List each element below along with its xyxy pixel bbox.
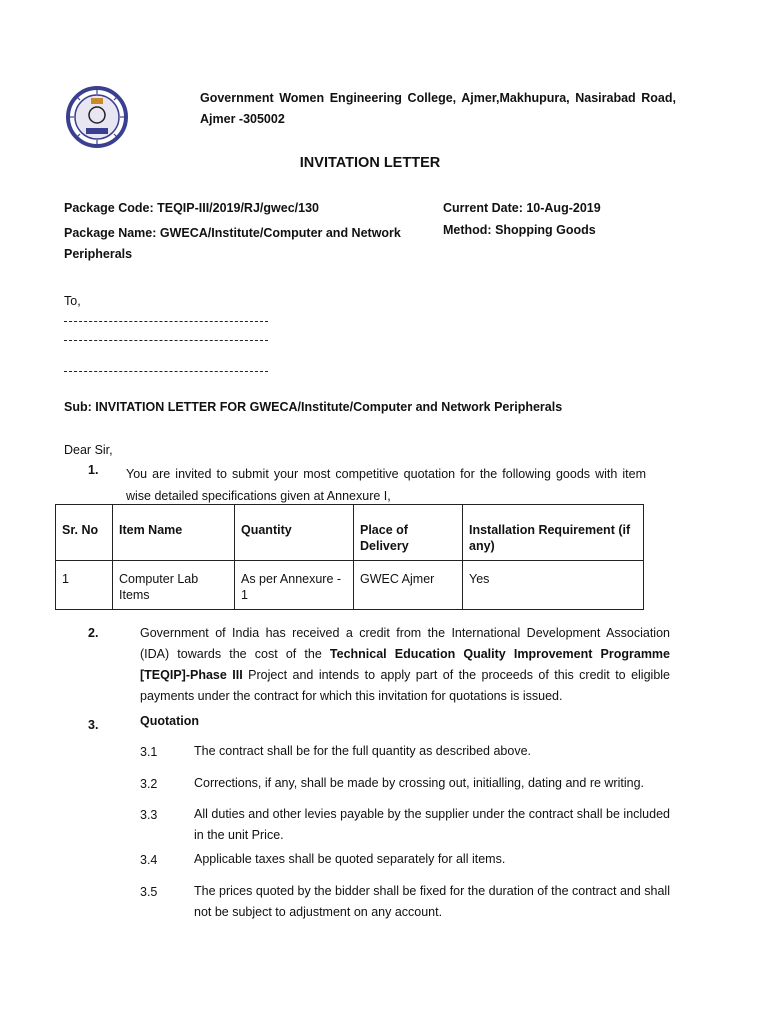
item-2-number: 2. [88,626,99,640]
package-name: Package Name: GWECA/Institute/Computer and Network Peripherals [64,226,401,261]
college-emblem-icon [64,86,130,148]
item-2-text-start: Government of India has received a credit from the International Development Association (IDA) towards the cost of the [140,626,670,661]
package-code: Package Code: TEQIP-III/2019/RJ/gwec/130 [64,201,319,215]
header-place-of-delivery: Place of Delivery [354,505,463,561]
subitem-3-4-number: 3.4 [140,853,158,867]
subitem-3-2-text: Corrections, if any, shall be made by crossing out, initialling, dating and re writing. [194,776,644,790]
quotation-heading: Quotation [140,714,200,728]
goods-table [55,504,644,610]
subitem-3-5-number: 3.5 [140,885,158,899]
subitem-3-3-text: All duties and other levies payable by the supplier under the contract shall be included in the unit Price. [194,807,670,842]
subitem-3-1-number: 3.1 [140,745,158,759]
item-1-text: You are invited to submit your most competitive quotation for the following goods with item wise detailed specifications given at Annexure I, [126,467,646,503]
subitem-3-1-text: The contract shall be for the full quantity as described above. [194,744,531,758]
table-header-row [56,505,644,561]
current-date: Current Date: 10-Aug-2019 [443,201,601,215]
item-2-text [140,623,670,707]
salutation: Dear Sir, [64,443,113,457]
header-installation-requirement: Installation Requirement (if any) [463,505,644,561]
to-label: To, [64,294,81,308]
subitem-3-2-number: 3.2 [140,777,158,791]
subitem-3-4-text: Applicable taxes shall be quoted separately for all items. [194,852,506,866]
address-line-1 [64,321,268,322]
table-row [56,561,644,610]
header-sr-no: Sr. No [56,505,113,561]
address-line-3 [64,371,268,372]
college-address: Government Women Engineering College, Ajmer,Makhupura, Nasirabad Road, Ajmer -305002 [200,91,676,126]
cell-quantity: As per Annexure - 1 [235,561,354,610]
procurement-method: Method: Shopping Goods [443,223,596,237]
cell-item-name: Computer Lab Items [113,561,235,610]
cell-installation-requirement: Yes [463,561,644,610]
item-2-programme-name: Technical Education Quality Improvement Programme [TEQIP]-Phase III [140,647,670,682]
subject-line: Sub: INVITATION LETTER FOR GWECA/Institute/Computer and Network Peripherals [64,400,563,414]
item-3-number: 3. [88,718,99,732]
header-quantity: Quantity [235,505,354,561]
cell-place-of-delivery: GWEC Ajmer [354,561,463,610]
item-2-text-end: Project and intends to apply part of the proceeds of this credit to eligible payments under the contract for which this invitation for quotations is issued. [140,668,670,703]
address-line-2 [64,340,268,341]
subitem-3-5-text: The prices quoted by the bidder shall be fixed for the duration of the contract and shall not be subject to adjustment on any account. [194,884,670,919]
cell-sr-no: 1 [56,561,113,610]
item-1-number: 1. [88,463,99,477]
letter-title: INVITATION LETTER [299,155,441,171]
header-item-name: Item Name [113,505,235,561]
subitem-3-3-number: 3.3 [140,808,158,822]
